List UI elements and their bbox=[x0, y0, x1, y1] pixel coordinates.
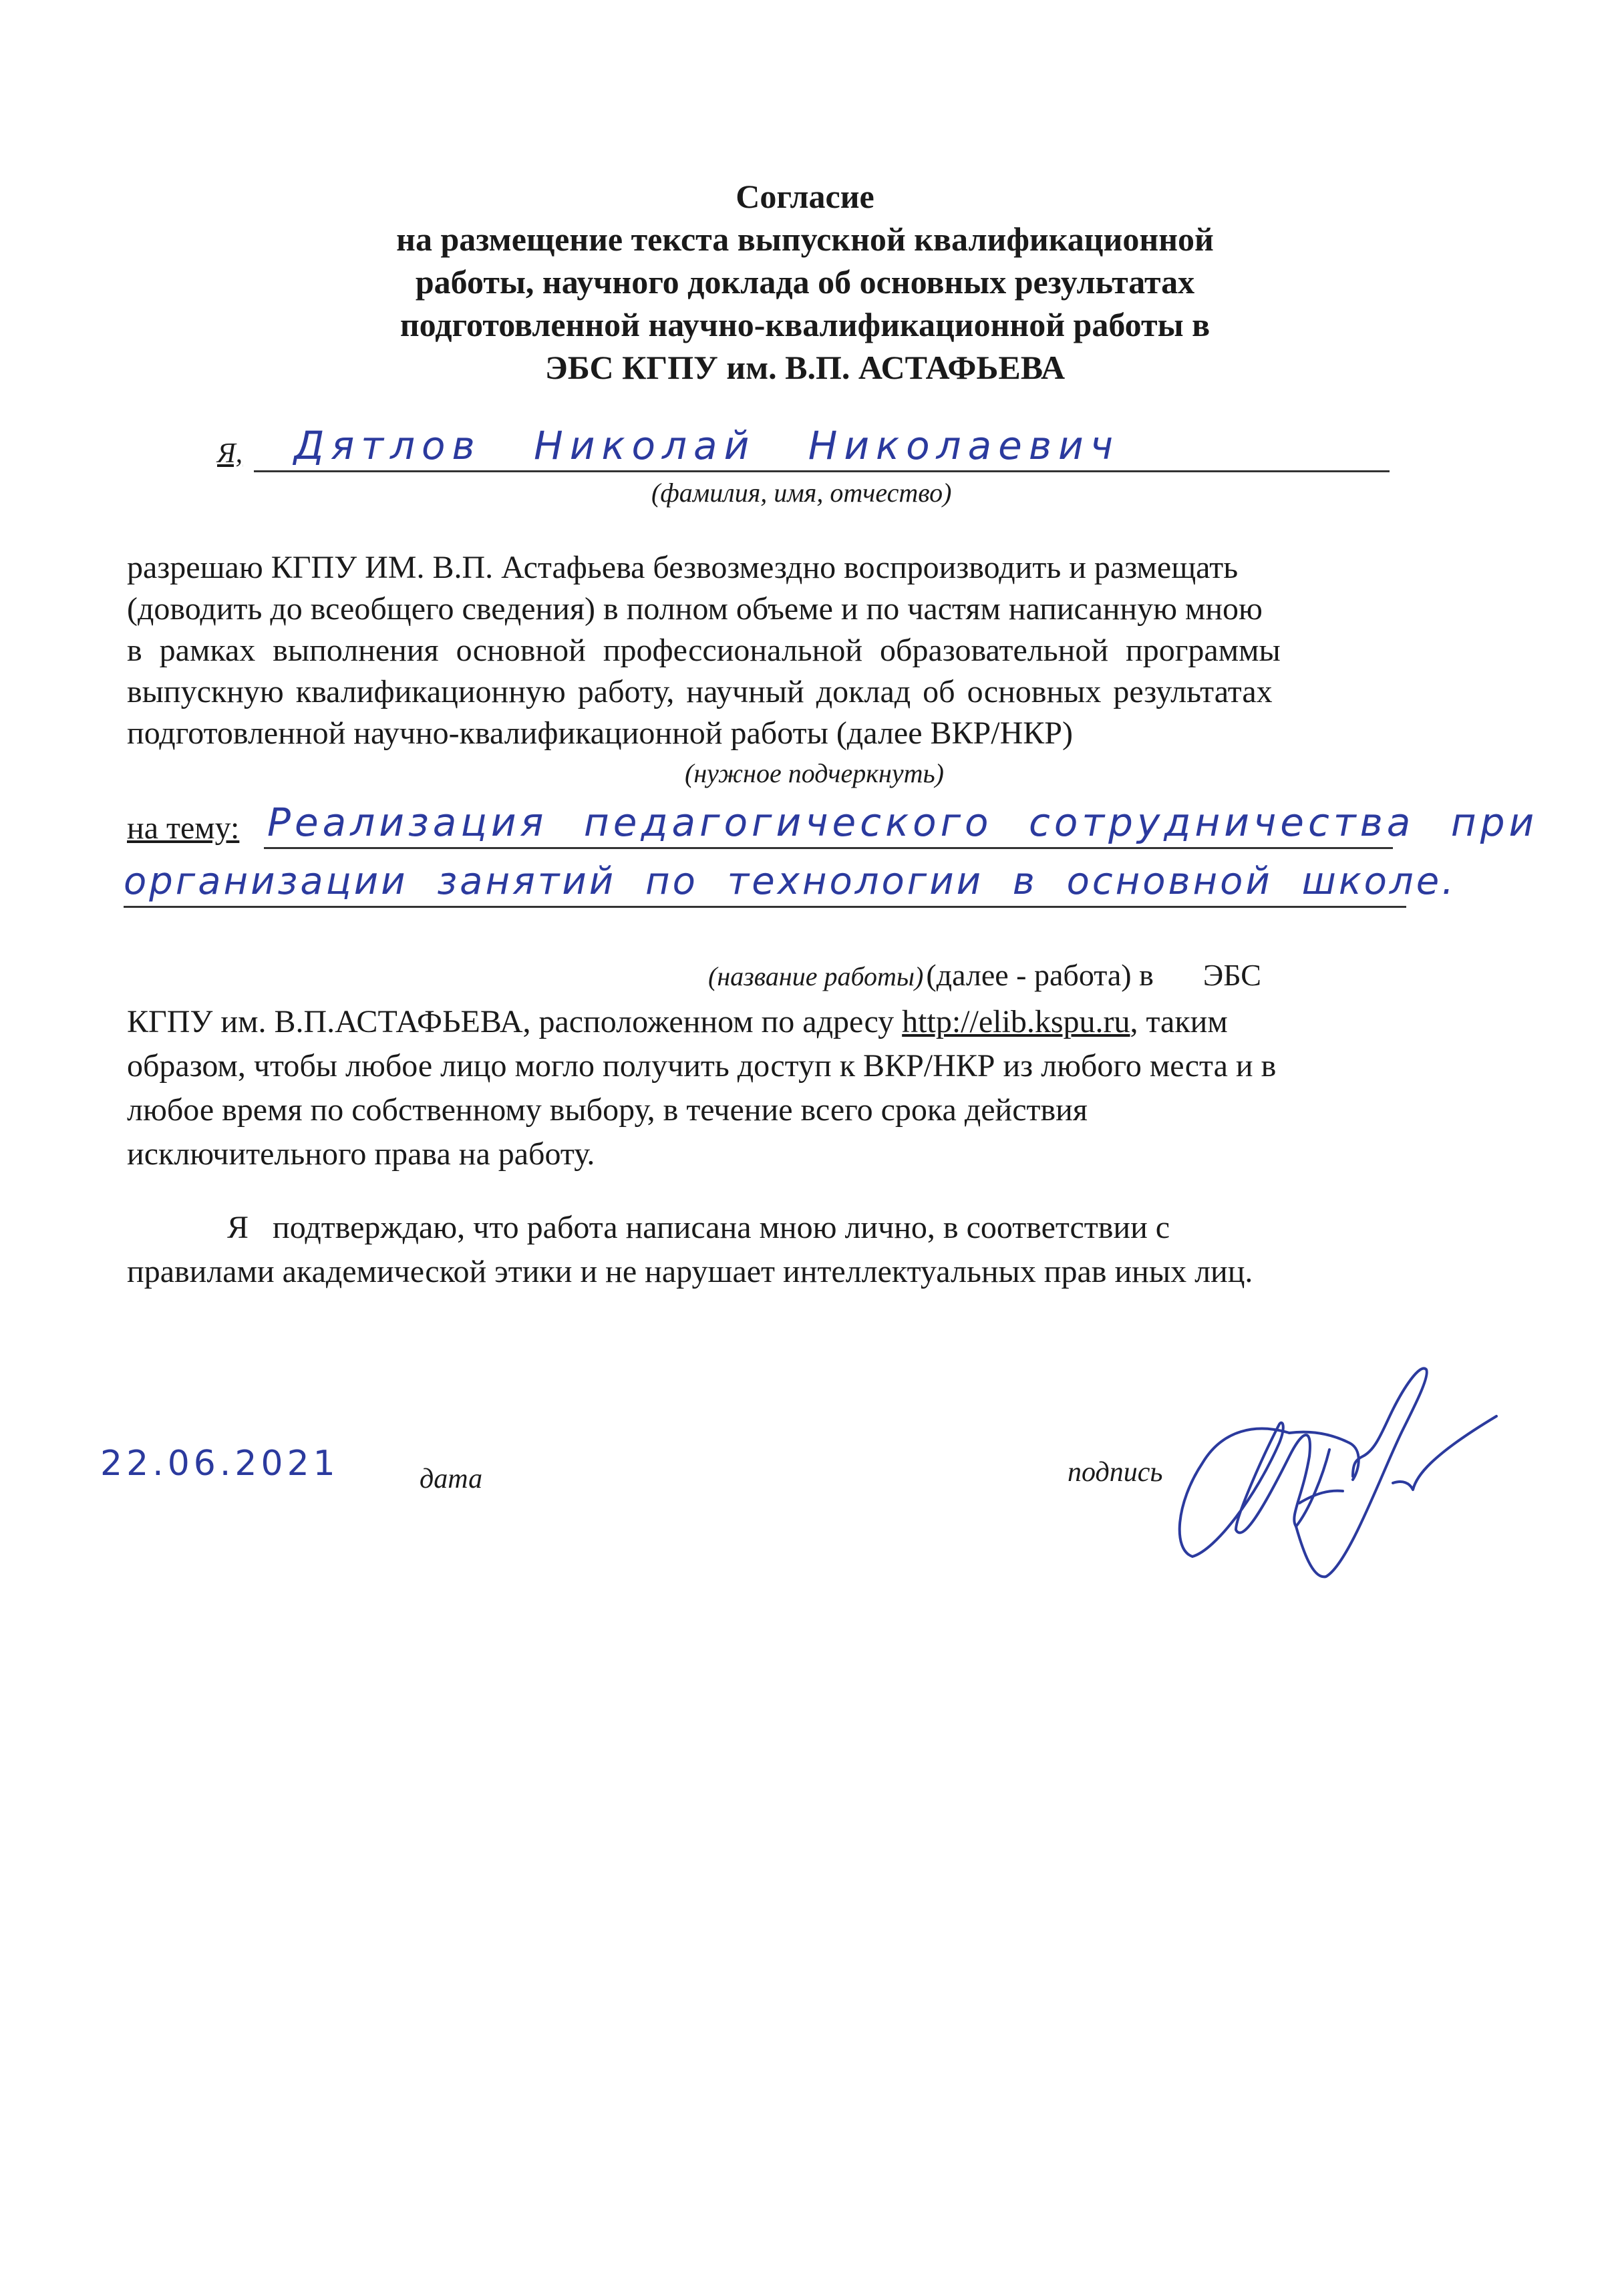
document-title bbox=[0, 175, 1610, 389]
confirmation-line: правилами академической этики и не нарушает интеллектуальных прав иных лиц. bbox=[127, 1254, 1253, 1289]
permission-paragraph bbox=[127, 548, 1281, 755]
placement-text: КГПУ им. В.П.АСТАФЬЕВА, расположенном по адресу bbox=[127, 1004, 903, 1039]
permission-line: подготовленной научно-квалификационной работы (далее ВКР/НКР) bbox=[127, 715, 1073, 751]
placement-text: , таким bbox=[1130, 1004, 1228, 1039]
topic-underline-2 bbox=[124, 906, 1406, 908]
date-handwritten-value: 22.06.2021 bbox=[100, 1444, 339, 1484]
confirmation-paragraph bbox=[127, 1208, 1253, 1296]
name-prefix: Я, bbox=[217, 438, 243, 469]
title-line: подготовленной научно-квалификационной работы в bbox=[399, 306, 1211, 343]
elib-url-link[interactable]: http://elib.kspu.ru bbox=[902, 1004, 1130, 1039]
topic-handwritten-line-1: Реализация педагогического сотрудничества при bbox=[267, 800, 1539, 845]
underline-hint-caption: (нужное подчеркнуть) bbox=[685, 758, 944, 788]
placement-paragraph bbox=[127, 1002, 1276, 1178]
name-handwritten-value: Дятлов Николай Николаевич bbox=[294, 423, 1120, 468]
permission-line: выпускную квалификационную работу, научный доклад об основных результатах bbox=[127, 674, 1273, 709]
date-label: дата bbox=[420, 1464, 483, 1494]
title-line: работы, научного доклада об основных результатах bbox=[415, 263, 1195, 301]
permission-line: (доводить до всеобщего сведения) в полном объеме и по частям написанную мною bbox=[127, 591, 1263, 627]
title-line: ЭБС КГПУ им. В.П. АСТАФЬЕВА bbox=[544, 349, 1066, 386]
confirmation-line: Я подтверждаю, что работа написана мною лично, в соответствии с bbox=[227, 1210, 1170, 1245]
placement-line bbox=[127, 1002, 1276, 1046]
name-caption: (фамилия, имя, отчество) bbox=[651, 478, 952, 508]
placement-line: любое время по собственному выбору, в течение всего срока действия bbox=[127, 1092, 1088, 1128]
title-line: на размещение текста выпускной квалификационной bbox=[396, 220, 1214, 258]
topic-caption: (название работы) bbox=[708, 961, 924, 991]
permission-line: разрешаю КГПУ ИМ. В.П. Астафьева безвозмездно воспроизводить и размещать bbox=[127, 550, 1239, 585]
topic-underline-1 bbox=[264, 847, 1393, 849]
signature-label: подпись bbox=[1068, 1457, 1163, 1488]
topic-caption-tail: ЭБС bbox=[1202, 958, 1261, 992]
topic-caption-line bbox=[708, 955, 1261, 1003]
title-line: Согласие bbox=[736, 178, 874, 215]
name-underline bbox=[254, 470, 1390, 472]
topic-handwritten-line-2: организации занятий по технологии в основной школе. bbox=[124, 860, 1456, 903]
handwritten-signature bbox=[1162, 1349, 1510, 1590]
topic-label: на тему: bbox=[127, 810, 240, 846]
placement-line: исключительного права на работу. bbox=[127, 1136, 595, 1172]
topic-caption-after: (далее - работа) в bbox=[926, 958, 1154, 992]
permission-line: в рамках выполнения основной профессиональной образовательной программы bbox=[127, 633, 1281, 668]
placement-line: образом, чтобы любое лицо могло получить доступ к ВКР/НКР из любого места и в bbox=[127, 1048, 1277, 1084]
